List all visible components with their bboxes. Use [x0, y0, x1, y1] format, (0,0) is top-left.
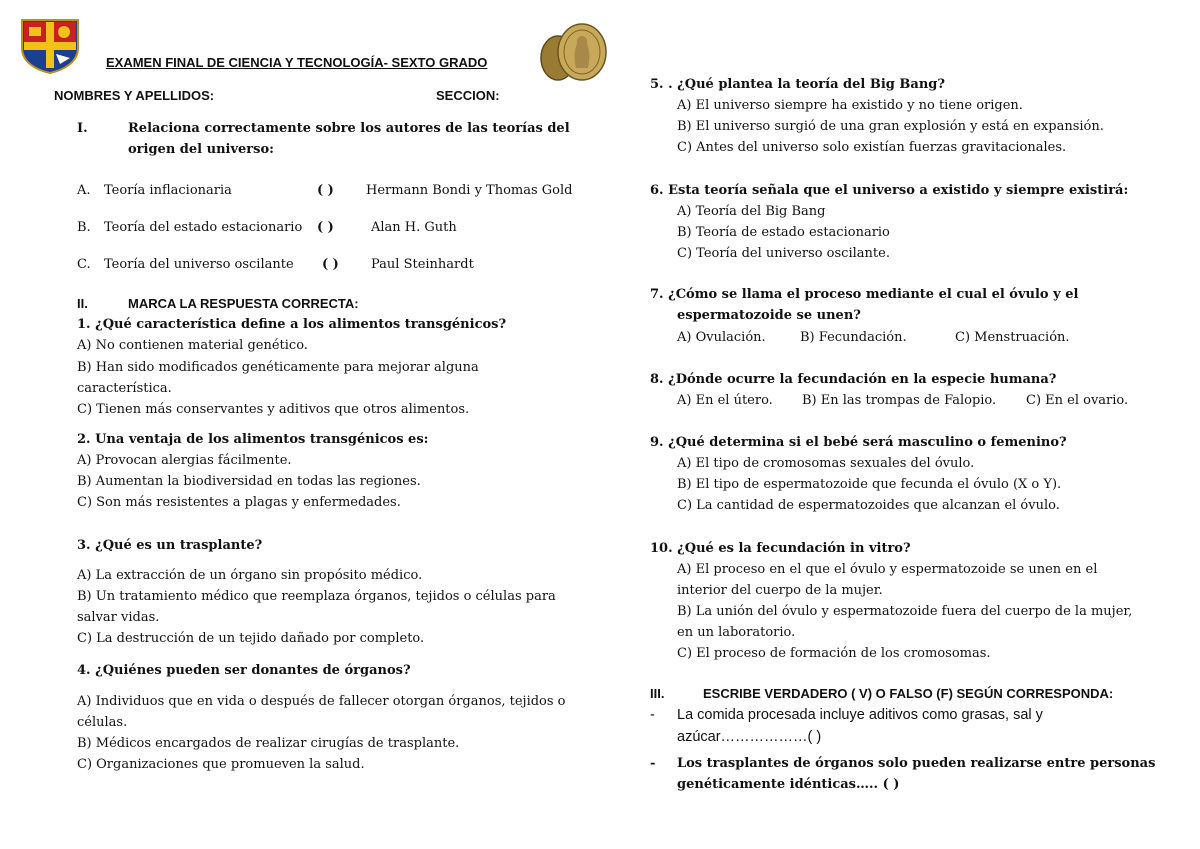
- option-a-continued: interior del cuerpo de la mujer.: [677, 583, 883, 598]
- exam-title: EXAMEN FINAL DE CIENCIA Y TECNOLOGÍA- SEXTO GRADO: [106, 55, 488, 70]
- option-b-continued: en un laboratorio.: [677, 625, 796, 640]
- match-row-theory: Teoría del universo oscilante: [104, 257, 294, 272]
- option-a[interactable]: A) En el útero.: [677, 393, 773, 408]
- option-c[interactable]: C) Organizaciones que promueven la salud.: [77, 757, 365, 772]
- option-b[interactable]: B) Médicos encargados de realizar cirugías de trasplante.: [77, 736, 460, 751]
- statement-dash: -: [650, 756, 656, 771]
- option-c[interactable]: C) La cantidad de espermatozoides que alcanzan el óvulo.: [677, 498, 1060, 513]
- true-false-statement-2: Los trasplantes de órganos solo pueden realizarse entre personas: [677, 756, 1156, 771]
- question-2: 2. Una ventaja de los alimentos transgénicos es:: [77, 432, 429, 447]
- section-label: SECCION:: [436, 88, 500, 103]
- option-c[interactable]: C) En el ovario.: [1026, 393, 1129, 408]
- option-b[interactable]: B) La unión del óvulo y espermatozoide fuera del cuerpo de la mujer,: [677, 604, 1133, 619]
- match-row-answer-blank[interactable]: ( ): [317, 220, 334, 235]
- match-row-author: Paul Steinhardt: [371, 257, 474, 272]
- option-b[interactable]: B) Un tratamiento médico que reemplaza órganos, tejidos o células para: [77, 589, 556, 604]
- option-b-continued: salvar vidas.: [77, 610, 160, 625]
- match-row-answer-blank[interactable]: ( ): [317, 183, 334, 198]
- option-a[interactable]: A) El universo siempre ha existido y no tiene origen.: [677, 98, 1023, 113]
- match-row-author: Alan H. Guth: [371, 220, 457, 235]
- question-5: 5. . ¿Qué plantea la teoría del Big Bang?: [650, 77, 945, 92]
- question-1: 1. ¿Qué característica define a los alimentos transgénicos?: [77, 317, 507, 332]
- option-b[interactable]: B) El universo surgió de una gran explosión y está en expansión.: [677, 119, 1104, 134]
- option-a-continued: células.: [77, 715, 128, 730]
- option-a[interactable]: A) Provocan alergias fácilmente.: [77, 453, 292, 468]
- option-b[interactable]: B) Teoría de estado estacionario: [677, 225, 890, 240]
- option-a[interactable]: A) Individuos que en vida o después de fallecer otorgan órganos, tejidos o: [77, 694, 566, 709]
- match-row-theory: Teoría inflacionaria: [104, 183, 232, 198]
- question-7: 7. ¿Cómo se llama el proceso mediante el cual el óvulo y el: [650, 287, 1079, 302]
- school-crest-logo: [20, 18, 80, 74]
- option-c[interactable]: C) La destrucción de un tejido dañado por completo.: [77, 631, 425, 646]
- true-false-statement-1-answer[interactable]: azúcar………………( ): [677, 729, 822, 745]
- option-c[interactable]: C) Teoría del universo oscilante.: [677, 246, 890, 261]
- question-10: 10. ¿Qué es la fecundación in vitro?: [650, 541, 911, 556]
- part1-instruction-line1: Relaciona correctamente sobre los autores de las teorías del: [128, 121, 570, 136]
- true-false-statement-1: La comida procesada incluye aditivos como grasas, sal y: [677, 707, 1043, 723]
- option-a[interactable]: A) El tipo de cromosomas sexuales del óvulo.: [677, 456, 975, 471]
- option-b[interactable]: B) Fecundación.: [800, 330, 907, 345]
- part1-numeral: I.: [77, 121, 88, 136]
- true-false-statement-2-answer[interactable]: genéticamente idénticas….. ( ): [677, 777, 900, 792]
- question-4: 4. ¿Quiénes pueden ser donantes de órganos?: [77, 663, 411, 678]
- option-a[interactable]: A) No contienen material genético.: [77, 338, 308, 353]
- option-b[interactable]: B) En las trompas de Falopio.: [802, 393, 997, 408]
- option-a[interactable]: A) Ovulación.: [677, 330, 766, 345]
- part1-instruction-line2: origen del universo:: [128, 142, 274, 157]
- match-row-letter: B.: [77, 220, 91, 235]
- statement-dash: -: [650, 707, 655, 723]
- part2-numeral: II.: [77, 296, 88, 311]
- match-row-letter: A.: [77, 183, 91, 198]
- option-c[interactable]: C) Antes del universo solo existían fuerzas gravitacionales.: [677, 140, 1067, 155]
- option-b[interactable]: B) Han sido modificados genéticamente para mejorar alguna: [77, 360, 479, 375]
- part2-instruction: MARCA LA RESPUESTA CORRECTA:: [128, 296, 359, 311]
- option-c[interactable]: C) El proceso de formación de los cromosomas.: [677, 646, 991, 661]
- question-8: 8. ¿Dónde ocurre la fecundación en la especie humana?: [650, 372, 1057, 387]
- option-a[interactable]: A) Teoría del Big Bang: [677, 204, 826, 219]
- part3-numeral: III.: [650, 686, 665, 701]
- match-row-answer-blank[interactable]: ( ): [322, 257, 339, 272]
- option-c[interactable]: C) Son más resistentes a plagas y enfermedades.: [77, 495, 401, 510]
- option-a[interactable]: A) El proceso en el que el óvulo y espermatozoide se unen en el: [677, 562, 1098, 577]
- question-6: 6. Esta teoría señala que el universo a existido y siempre existirá:: [650, 183, 1129, 198]
- religious-medal-image: [538, 22, 610, 84]
- part3-instruction: ESCRIBE VERDADERO ( V) O FALSO (F) SEGÚN CORRESPONDA:: [703, 686, 1114, 701]
- names-label: NOMBRES Y APELLIDOS:: [54, 88, 215, 103]
- match-row-theory: Teoría del estado estacionario: [104, 220, 303, 235]
- option-a[interactable]: A) La extracción de un órgano sin propósito médico.: [77, 568, 423, 583]
- option-b[interactable]: B) Aumentan la biodiversidad en todas las regiones.: [77, 474, 421, 489]
- question-3: 3. ¿Qué es un trasplante?: [77, 538, 263, 553]
- match-row-letter: C.: [77, 257, 91, 272]
- option-c[interactable]: C) Menstruación.: [955, 330, 1070, 345]
- match-row-author: Hermann Bondi y Thomas Gold: [366, 183, 573, 198]
- option-c[interactable]: C) Tienen más conservantes y aditivos que otros alimentos.: [77, 402, 470, 417]
- question-7-continued: espermatozoide se unen?: [677, 308, 861, 323]
- option-b[interactable]: B) El tipo de espermatozoide que fecunda el óvulo (X o Y).: [677, 477, 1062, 492]
- question-9: 9. ¿Qué determina si el bebé será masculino o femenino?: [650, 435, 1067, 450]
- option-b-continued: característica.: [77, 381, 172, 396]
